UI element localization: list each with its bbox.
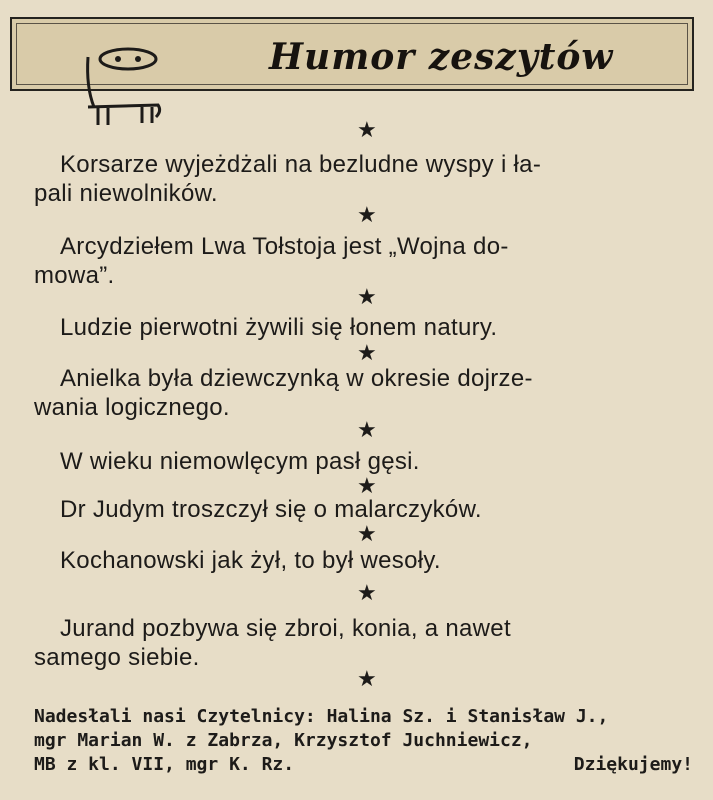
joke-item bbox=[60, 447, 692, 476]
joke-item bbox=[60, 313, 692, 342]
joke-line: Korsarze wyjeżdżali na bezludne wyspy i ła- bbox=[60, 151, 542, 178]
credits-line: mgr Marian W. z Zabrza, Krzysztof Juchniewicz, bbox=[34, 730, 533, 751]
credits-thanks: Dziękujemy! bbox=[573, 754, 693, 775]
joke-line: Jurand pozbywa się zbroi, konia, a nawet bbox=[60, 615, 511, 642]
credits-names: MB z kl. VII, mgr K. Rz. bbox=[34, 754, 295, 775]
joke-line: wania logicznego. bbox=[34, 394, 230, 421]
credits-line: Nadesłali nasi Czytelnicy: Halina Sz. i Stanisław J., bbox=[34, 706, 609, 727]
joke-item bbox=[60, 495, 692, 524]
separator-star: ★ bbox=[357, 285, 377, 310]
joke-line: Ludzie pierwotni żywili się łonem natury. bbox=[60, 314, 498, 341]
joke-line: Kochanowski jak żył, to był wesoły. bbox=[60, 547, 441, 574]
credits-line bbox=[34, 753, 693, 777]
joke-line: Arcydziełem Lwa Tołstoja jest „Wojna do- bbox=[60, 233, 509, 260]
separator-star: ★ bbox=[357, 522, 377, 547]
reader-credits bbox=[34, 705, 693, 777]
separator-star: ★ bbox=[357, 341, 377, 366]
joke-line: Anielka była dziewczynką w okresie dojrze- bbox=[60, 365, 533, 392]
separator-star: ★ bbox=[357, 581, 377, 606]
joke-line: pali niewolników. bbox=[34, 180, 218, 207]
joke-line: Dr Judym troszczył się o malarczyków. bbox=[60, 496, 482, 523]
joke-item bbox=[34, 232, 692, 290]
separator-star: ★ bbox=[357, 667, 377, 692]
cartoon-creature-icon bbox=[68, 47, 188, 129]
joke-line: W wieku niemowlęcym pasł gęsi. bbox=[60, 448, 420, 475]
separator-star: ★ bbox=[357, 474, 377, 499]
column-header bbox=[10, 17, 694, 91]
separator-star: ★ bbox=[357, 418, 377, 443]
joke-item bbox=[34, 364, 692, 422]
separator-star: ★ bbox=[357, 203, 377, 228]
joke-line: samego siebie. bbox=[34, 644, 200, 671]
joke-line: mowa”. bbox=[34, 262, 115, 289]
joke-item bbox=[34, 614, 692, 672]
joke-item bbox=[60, 546, 692, 575]
column-title: Humor zeszytów bbox=[269, 36, 614, 78]
separator-star: ★ bbox=[357, 118, 377, 143]
joke-item bbox=[34, 150, 692, 208]
